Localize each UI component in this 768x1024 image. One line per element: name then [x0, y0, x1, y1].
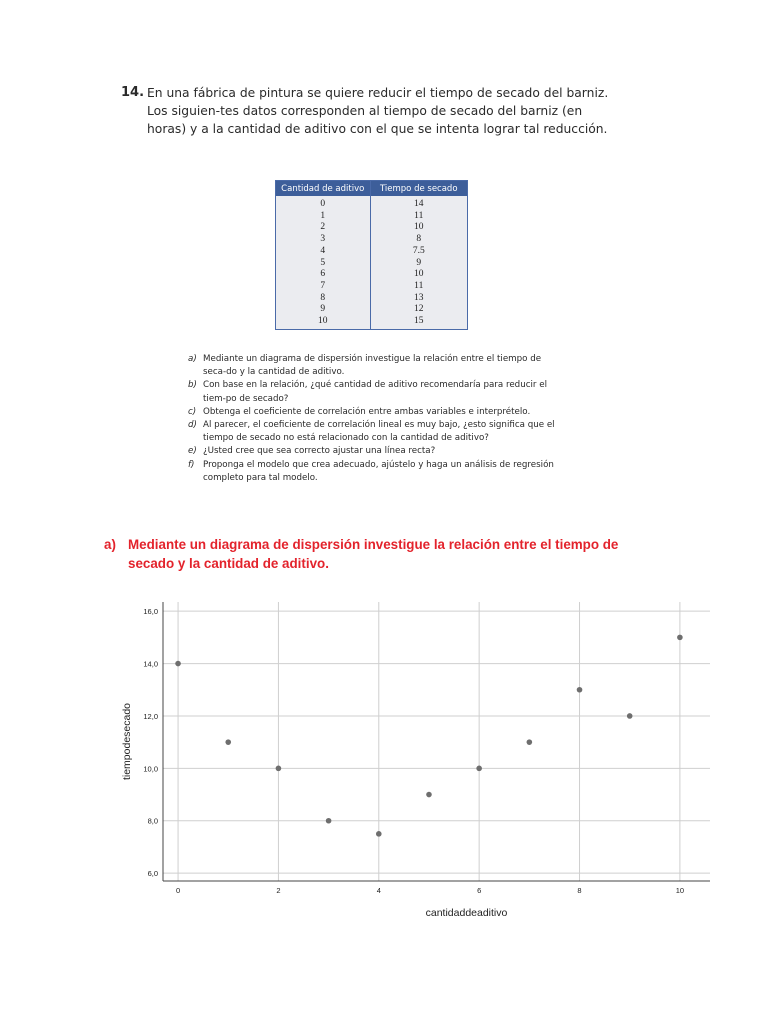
question-text: Al parecer, el coeficiente de correlación lineal es muy bajo, ¿esto significa que el tiempo de secado no está relacionado con la cantidad de aditivo?: [203, 420, 555, 444]
question-item: [188, 459, 560, 485]
question-text: Mediante un diagrama de dispersión investigue la relación entre el tiempo de seca-do y la cantidad de aditivo.: [203, 354, 542, 378]
problem-text: En una fábrica de pintura se quiere reducir el tiempo de secado del barniz. Los siguien-tes datos corresponden al tiempo de secado del barniz (en horas) y a la cantidad de aditivo con el que se intenta lograr tal reducción.: [147, 86, 609, 136]
problem-number: 14.: [121, 85, 145, 100]
cell-cantidad: 6: [320, 269, 326, 280]
cell-cantidad: 5: [320, 257, 326, 268]
x-axis-label: cantidaddeaditivo: [425, 907, 508, 919]
cell-cantidad: 9: [320, 304, 326, 315]
y-tick-label: 6,0: [147, 869, 158, 879]
data-point: [376, 831, 382, 837]
question-list: [188, 353, 560, 485]
question-letter: a): [188, 354, 197, 364]
header-tiempo: Tiempo de secado: [370, 181, 467, 196]
y-tick-label: 16,0: [143, 607, 158, 617]
cell-tiempo: 11: [414, 280, 424, 291]
cell-tiempo: 10: [414, 269, 424, 280]
x-tick-label: 6: [477, 886, 482, 895]
problem-statement: [121, 84, 611, 138]
y-tick-label: 14,0: [143, 659, 158, 669]
header-cantidad: Cantidad de aditivo: [281, 183, 365, 194]
x-tick-label: 2: [276, 886, 281, 895]
data-point: [476, 766, 482, 772]
cell-tiempo: 15: [414, 316, 424, 327]
column-tiempo: [370, 196, 467, 329]
cell-cantidad: 8: [320, 292, 326, 303]
data-point: [527, 739, 533, 745]
question-text: ¿Usted cree que sea correcto ajustar una línea recta?: [203, 446, 436, 457]
data-table: [275, 180, 468, 330]
answer-heading-letter: a): [104, 537, 116, 552]
cell-tiempo: 12: [414, 304, 424, 315]
data-point: [627, 713, 633, 719]
cell-tiempo: 7.5: [412, 245, 425, 256]
data-point: [577, 687, 583, 693]
question-letter: f): [188, 459, 195, 470]
data-point: [276, 766, 282, 772]
cell-cantidad: 2: [320, 222, 326, 233]
question-letter: c): [188, 406, 197, 417]
cell-tiempo: 8: [416, 234, 422, 245]
cell-cantidad: 4: [320, 245, 326, 256]
cell-tiempo: 9: [416, 257, 422, 268]
data-point: [225, 739, 231, 745]
cell-tiempo: 10: [414, 222, 424, 233]
cell-cantidad: 1: [320, 210, 326, 221]
cell-tiempo: 13: [414, 292, 424, 303]
y-axis-label: tiempodesecado: [121, 702, 133, 781]
cell-cantidad: 7: [320, 280, 326, 291]
question-text: Obtenga el coeficiente de correlación entre ambas variables e interprételo.: [203, 406, 531, 417]
y-tick-label: 10,0: [143, 764, 158, 774]
question-item: [188, 353, 560, 379]
question-item: [188, 445, 560, 458]
question-letter: b): [188, 380, 197, 391]
y-tick-label: 12,0: [143, 711, 158, 721]
cell-cantidad: 0: [320, 199, 326, 209]
table-header: [276, 181, 467, 196]
cell-tiempo: 11: [414, 210, 424, 221]
data-point: [175, 661, 181, 667]
question-item: [188, 379, 560, 405]
data-point: [677, 635, 683, 641]
question-letter: e): [188, 446, 197, 457]
y-tick-label: 8,0: [147, 816, 158, 826]
question-item: [188, 406, 560, 419]
column-cantidad: [276, 196, 370, 329]
scatter-chart: [100, 580, 730, 925]
x-tick-label: 0: [175, 886, 181, 895]
x-tick-label: 8: [577, 886, 582, 895]
cell-tiempo: 14: [414, 199, 424, 209]
x-tick-label: 4: [376, 886, 381, 895]
answer-heading-text: Mediante un diagrama de dispersión investigue la relación entre el tiempo de secado y la cantidad de aditivo.: [128, 537, 619, 571]
cell-cantidad: 3: [320, 234, 326, 245]
data-point: [426, 792, 432, 798]
question-text: Proponga el modelo que crea adecuado, ajústelo y haga un análisis de regresión completo para tal modelo.: [203, 459, 554, 483]
data-point: [326, 818, 332, 824]
question-item: [188, 419, 560, 445]
cell-cantidad: 10: [318, 316, 328, 327]
question-text: Con base en la relación, ¿qué cantidad de aditivo recomendaría para reducir el tiem-po de secado?: [203, 380, 547, 404]
answer-heading: [104, 535, 664, 573]
question-letter: d): [188, 420, 197, 431]
x-tick-label: 10: [675, 886, 685, 895]
